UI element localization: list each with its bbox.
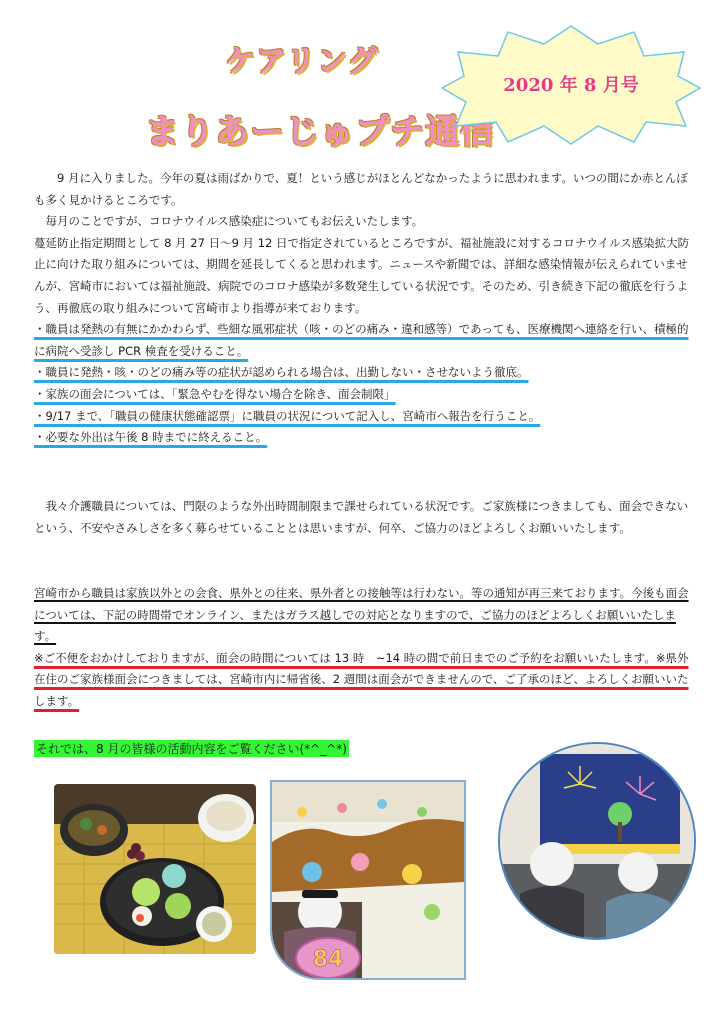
- bullet-item: ・職員は発熱の有無にかかわらず、些細な風邪症状（咳・のどの痛み・違和感等）であっても、医療機関へ連絡を行い、積極的に病院へ受診し PCR 検査を受けること。: [34, 322, 689, 358]
- issue-badge: [438, 22, 704, 146]
- newsletter-body: [34, 168, 694, 449]
- birthday-illustration: [272, 782, 464, 978]
- cta-text: それでは、8 月の皆様の活動内容をご覧ください(*^_^*): [36, 742, 347, 756]
- notice-section: [34, 583, 694, 713]
- bullet-item: ・職員に発熱・咳・のどの痛み等の症状が認められる場合は、出勤しない・させないよう徹底。: [34, 365, 529, 380]
- photo-fireworks-art: [498, 742, 696, 940]
- paragraph-covid-intro: 毎月のことですが、コロナウイルス感染症についてもお伝えいたします。: [45, 214, 424, 229]
- bullet-item: ・必要な外出は午後 8 時までに終えること。: [34, 430, 268, 445]
- bullet-item: ・9/17 まで、「職員の健康状態確認票」に職員の状況について記入し、宮崎市へ報告を行うこと。: [34, 408, 541, 423]
- photo-birthday: [270, 780, 466, 980]
- paragraph-covid-detail: 蔓延防止指定期間として 8 月 27 日～9 月 12 日で指定されているところですが、福祉施設に対するコロナウイルス感染拡大防止に向けた取り組みについては、期間を延長してくると思われます。ニュースや新聞では、詳細な感染情報が伝えられていませんが、宮崎市においては福祉施設、病院でのコロナ感染が多数発生している状況です。そのため、引き続き下記の徹底を行うよう、再徹底の取り組みについて宮崎市より指導が来ております。: [34, 235, 690, 315]
- notice-visit-hours: ※ご不便をおかけしておりますが、面会の時間については 13 時 ~14 時の間で前日までのご予約をお願いいたします。※県外在住のご家族様面会につきましては、宮崎市内に帰省後、2 週間は面会ができませんので、ご了承のほど、よろしくお願いいたします。: [34, 650, 689, 708]
- paragraph-intro: 9 月に入りました。今年の夏は雨ばかりで、夏！という感じがほとんどなかったように思われます。いつの間にか赤とんぼも多く見かけるところです。: [34, 171, 688, 207]
- issue-date: 2020 年 8 月号: [503, 75, 639, 96]
- newsletter-title-line1: ケアリング: [225, 44, 379, 79]
- cta-line: [34, 740, 349, 757]
- notice-city: 宮崎市から職員は家族以外との会食、県外との往来、県外者との接触等は行わない。等の通知が再三来ております。今後も面会については、下記の時間帯でオンライン、またはガラス越しでの対応となりますので、ご協力のほどよろしくお願いいたします。: [34, 586, 689, 644]
- fireworks-illustration: [500, 744, 694, 938]
- meal-illustration: [54, 784, 256, 954]
- photo-meal-tray: [54, 784, 256, 954]
- bullet-item: ・家族の面会については、「緊急やむを得ない場合を除き、面会制限」: [34, 386, 396, 401]
- age-badge-text: 84: [312, 947, 344, 972]
- paragraph-staff-section: [34, 496, 694, 539]
- paragraph-staff: 我々介護職員については、門限のような外出時間制限まで課せられている状況です。ご家族様につきましても、面会できないという、不安やさみしさを多く募らせていることとは思いますが、何卒、ご協力のほどよろしくお願いいたします。: [34, 499, 689, 535]
- newsletter-title-line2: まりあーじゅプチ通信: [145, 112, 495, 152]
